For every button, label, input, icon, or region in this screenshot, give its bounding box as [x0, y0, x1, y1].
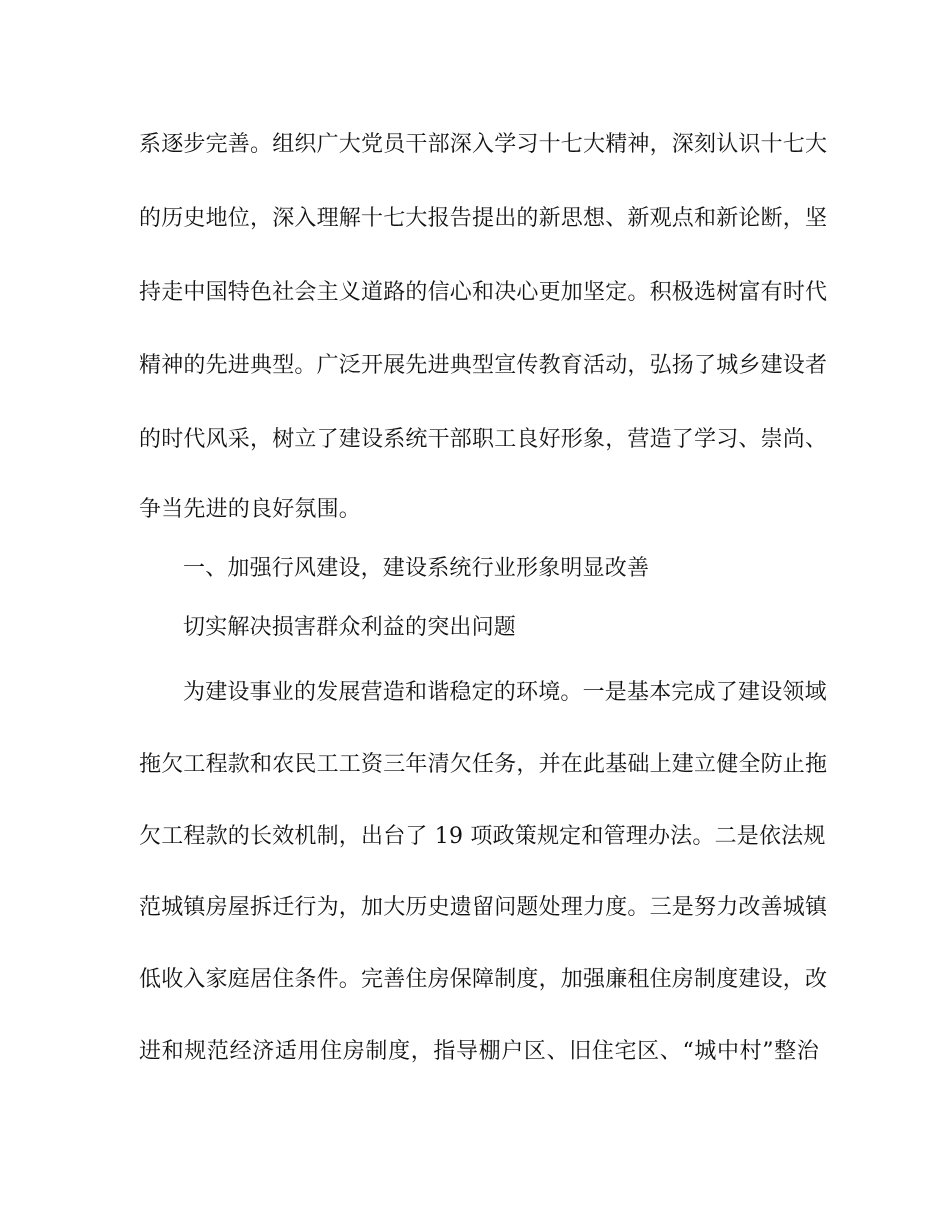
text-line: 争当先进的良好氛围。: [139, 497, 362, 522]
text-line: 为建设事业的发展营造和谐稳定的环境。一是基本完成了建设领域: [183, 680, 827, 705]
text-line: 的历史地位，深入理解十七大报告提出的新思想、新观点和新论断，坚: [139, 206, 828, 231]
text-line: 低收入家庭居住条件。完善住房保障制度，加强廉租住房制度建设，改: [139, 967, 828, 992]
text-line: 范城镇房屋拆迁行为，加大历史遗留问题处理力度。三是努力改善城镇: [139, 895, 828, 920]
text-line: 系逐步完善。组织广大党员干部深入学习十七大精神，深刻认识十七大: [139, 132, 828, 157]
text-line: 欠工程款的长效机制，出台了 19 项政策规定和管理办法。二是依法规: [139, 824, 826, 849]
text-line: 的时代风采，树立了建设系统干部职工良好形象，营造了学习、崇尚、: [139, 427, 828, 452]
text-line: 持走中国特色社会主义道路的信心和决心更加坚定。积极选树富有时代: [139, 280, 828, 305]
section-heading: 一、加强行风建设，建设系统行业形象明显改善: [183, 556, 650, 581]
subsection-heading: 切实解决损害群众利益的突出问题: [183, 615, 517, 640]
text-line: 拖欠工程款和农民工工资三年清欠任务，并在此基础上建立健全防止拖: [139, 752, 828, 777]
text-line: 精神的先进典型。广泛开展先进典型宣传教育活动，弘扬了城乡建设者: [139, 353, 828, 378]
text-line: 进和规范经济适用住房制度，指导棚户区、旧住宅区、“城中村”整治: [139, 1039, 819, 1064]
